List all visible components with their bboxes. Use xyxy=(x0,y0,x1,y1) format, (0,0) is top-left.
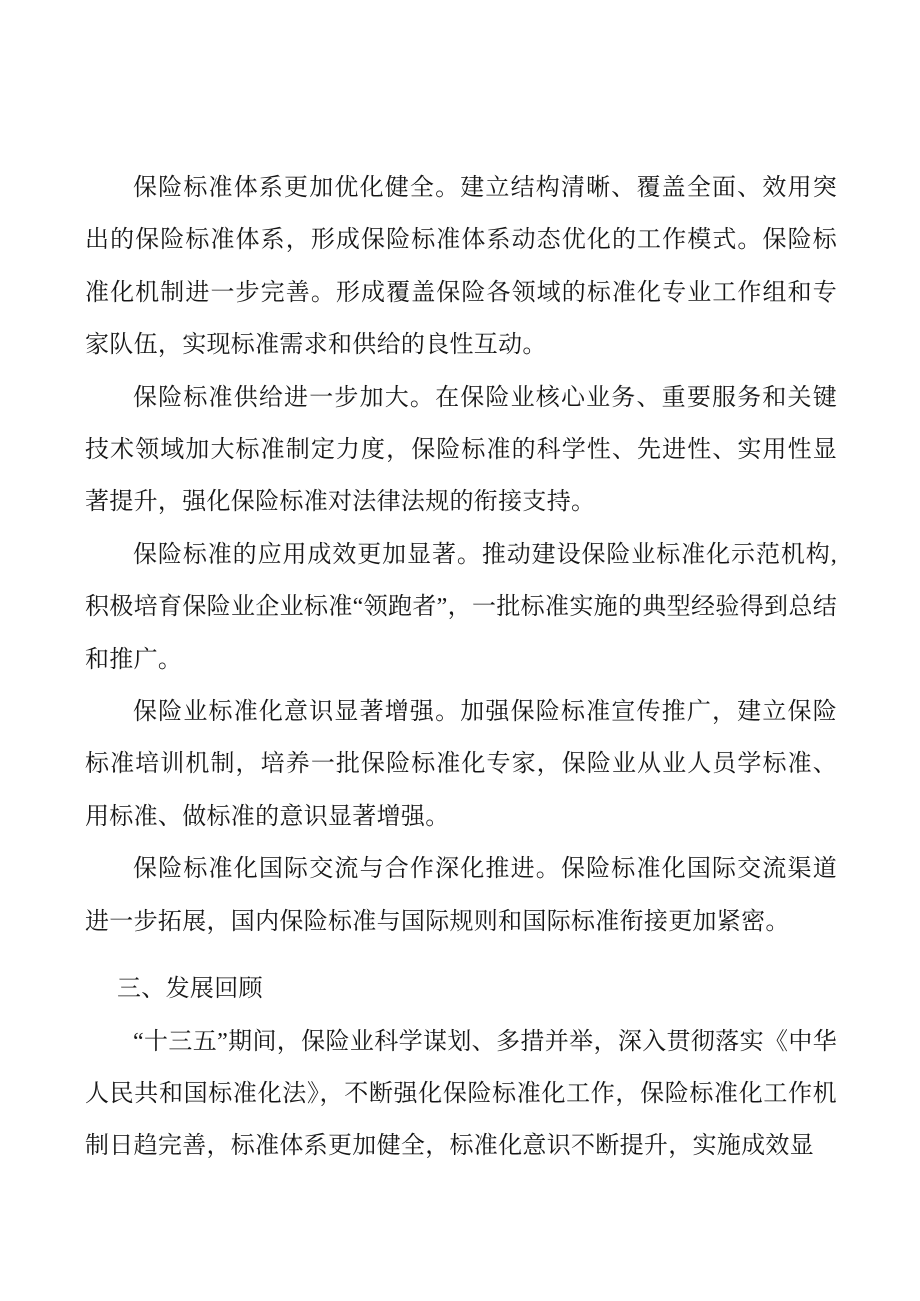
paragraph: 保险标准供给进一步加大。在保险业核心业务、重要服务和关键技术领域加大标准制定力度，保险标准的科学性、先进性、实用性显著提升，强化保险标准对法律法规的衔接支持。 xyxy=(85,384,837,516)
document-body xyxy=(85,162,837,1173)
paragraph: 保险标准的应用成效更加显著。推动建设保险业标准化示范机构,积极培育保险业企业标准“领跑者”，一批标准实施的典型经验得到总结和推广。 xyxy=(85,541,837,673)
paragraph: 保险业标准化意识显著增强。加强保险标准宣传推广，建立保险标准培训机制，培养一批保险标准化专家，保险业从业人员学标准、用标准、做标准的意识显著增强。 xyxy=(85,699,837,830)
paragraph: 保险标准体系更加优化健全。建立结构清晰、覆盖全面、效用突出的保险标准体系，形成保险标准体系动态优化的工作模式。保险标准化机制进一步完善。形成覆盖保险各领域的标准化专业工作组和专家队伍，实现标准需求和供给的良性互动。 xyxy=(85,175,837,359)
paragraph: 保险标准化国际交流与合作深化推进。保险标准化国际交流渠道进一步拓展，国内保险标准与国际规则和国际标准衔接更加紧密。 xyxy=(85,856,837,935)
section-heading: 三、发展回顾 xyxy=(117,976,263,1003)
paragraph: “十三五”期间，保险业科学谋划、多措并举，深入贯彻落实《中华人民共和国标准化法》，不断强化保险标准化工作，保险标准化工作机制日趋完善，标准体系更加健全，标准化意识不断提升，实施成效显 xyxy=(85,1028,837,1160)
